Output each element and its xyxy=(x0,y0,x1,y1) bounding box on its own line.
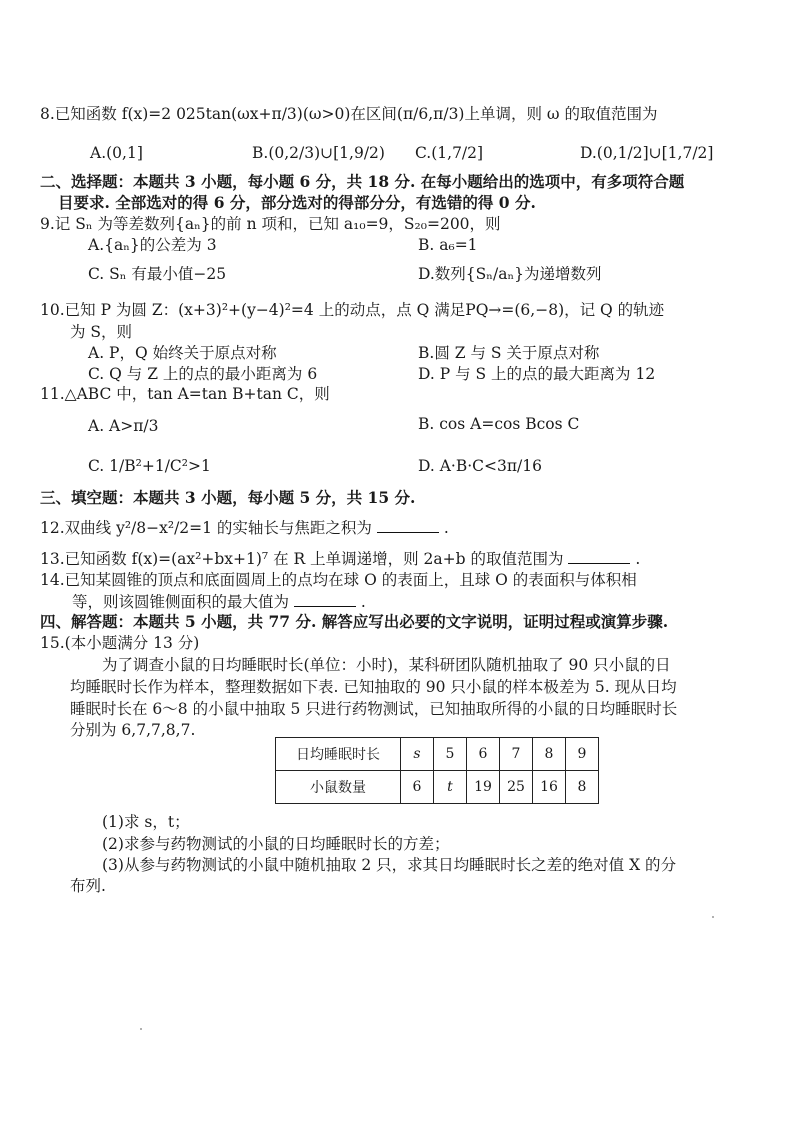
q15-paragraph-line1: 为了调查小鼠的日均睡眠时长(单位：小时)，某科研团队随机抽取了 90 只小鼠的日 xyxy=(102,656,671,674)
q15-paragraph-line3: 睡眠时长在 6～8 的小鼠中抽取 5 只进行药物测试，已知抽取所得的小鼠的日均睡眠时长 xyxy=(70,700,678,718)
table-cell: 5 xyxy=(434,738,467,771)
scan-speck xyxy=(140,1028,142,1030)
section3-heading: 三、填空题：本题共 3 小题，每小题 5 分，共 15 分. xyxy=(40,488,416,507)
q9-option-d: D.数列{Sₙ/aₙ}为递增数列 xyxy=(418,265,602,283)
q9-option-b: B. a₆=1 xyxy=(418,236,478,254)
q12-stem xyxy=(40,518,449,538)
table-cell: s xyxy=(401,738,434,771)
q15-subquestion-2: (2)求参与药物测试的小鼠的日均睡眠时长的方差； xyxy=(102,835,450,853)
table-cell: 8 xyxy=(566,771,599,804)
table-cell: 16 xyxy=(533,771,566,804)
q12-period: . xyxy=(443,519,449,537)
table-cell: 19 xyxy=(467,771,500,804)
q14-period: . xyxy=(360,593,366,611)
table-cell: 6 xyxy=(467,738,500,771)
table-cell: 8 xyxy=(533,738,566,771)
table-header-mouse-count: 小鼠数量 xyxy=(276,771,401,804)
q8-option-c: C.(1,7/2] xyxy=(415,144,484,162)
q9-option-a: A.{aₙ}的公差为 3 xyxy=(88,236,217,254)
q11-option-c: C. 1/B²+1/C²>1 xyxy=(88,457,211,475)
q14-text: 等，则该圆锥侧面积的最大值为 xyxy=(72,593,290,611)
section2-heading-line2: 目要求. 全部选对的得 6 分，部分选对的得部分分，有选错的得 0 分. xyxy=(58,193,536,212)
q11-stem: 11.△ABC 中，tan A=tan B+tan C，则 xyxy=(40,385,330,403)
q10-option-d: D. P 与 S 上的点的最大距离为 12 xyxy=(418,365,656,383)
q13-answer-blank[interactable] xyxy=(568,549,630,564)
q8-option-a: A.(0,1] xyxy=(90,144,143,162)
sleep-data-table xyxy=(275,737,599,804)
q10-option-a: A. P，Q 始终关于原点对称 xyxy=(88,344,277,362)
table-cell: 6 xyxy=(401,771,434,804)
q11-option-a: A. A>π/3 xyxy=(88,417,159,435)
q10-stem-line1: 10.已知 P 为圆 Z：(x+3)²+(y−4)²=4 上的动点，点 Q 满足PQ→=(6,−8)，记 Q 的轨迹 xyxy=(40,301,665,319)
q14-answer-blank[interactable] xyxy=(294,592,356,607)
q13-period: . xyxy=(635,550,641,568)
q8-stem: 8.已知函数 f(x)=2 025tan(ωx+π/3)(ω>0)在区间(π/6,π/3)上单调，则 ω 的取值范围为 xyxy=(40,105,658,123)
section2-heading-line1: 二、选择题：本题共 3 小题，每小题 6 分，共 18 分. 在每小题给出的选项中，有多项符合题 xyxy=(40,172,685,191)
q13-stem xyxy=(40,549,640,569)
table-header-sleep-hours: 日均睡眠时长 xyxy=(276,738,401,771)
section4-heading: 四、解答题：本题共 5 小题，共 77 分. 解答应写出必要的文字说明，证明过程或演算步骤. xyxy=(40,612,669,631)
q15-paragraph-line2: 均睡眠时长作为样本，整理数据如下表. 已知抽取的 90 只小鼠的样本极差为 5. 现从日均 xyxy=(70,678,677,696)
q15-title: 15.(本小题满分 13 分) xyxy=(40,634,200,652)
table-cell: 25 xyxy=(500,771,533,804)
q12-answer-blank[interactable] xyxy=(377,518,439,533)
q11-option-d: D. A·B·C<3π/16 xyxy=(418,457,543,475)
table-row xyxy=(276,738,599,771)
q12-text: 12.双曲线 y²/8−x²/2=1 的实轴长与焦距之积为 xyxy=(40,519,372,537)
table-cell: 7 xyxy=(500,738,533,771)
q8-option-b: B.(0,2/3)∪[1,9/2) xyxy=(252,144,385,162)
q10-stem-line2: 为 S，则 xyxy=(70,323,133,341)
q15-subquestion-3-line2: 布列. xyxy=(70,877,106,895)
q10-option-b: B.圆 Z 与 S 关于原点对称 xyxy=(418,344,600,362)
table-row xyxy=(276,771,599,804)
q9-option-c: C. Sₙ 有最小值−25 xyxy=(88,265,227,283)
q15-subquestion-3-line1: (3)从参与药物测试的小鼠中随机抽取 2 只，求其日均睡眠时长之差的绝对值 X 的分 xyxy=(102,856,677,874)
q15-paragraph-line4: 分别为 6,7,7,8,7. xyxy=(70,721,196,739)
q10-option-c: C. Q 与 Z 上的点的最小距离为 6 xyxy=(88,365,318,383)
table-cell: t xyxy=(434,771,467,804)
q11-option-b: B. cos A=cos Bcos C xyxy=(418,415,580,433)
q9-stem: 9.记 Sₙ 为等差数列{aₙ}的前 n 项和，已知 a₁₀=9，S₂₀=200，则 xyxy=(40,215,501,233)
q14-stem-line1: 14.已知某圆锥的顶点和底面圆周上的点均在球 O 的表面上，且球 O 的表面积与体积相 xyxy=(40,571,637,589)
scan-speck xyxy=(712,916,714,918)
q8-option-d: D.(0,1/2]∪[1,7/2] xyxy=(580,144,714,162)
q13-text: 13.已知函数 f(x)=(ax²+bx+1)⁷ 在 R 上单调递增，则 2a+b 的取值范围为 xyxy=(40,550,564,568)
q14-stem-line2 xyxy=(72,592,366,612)
q15-subquestion-1: (1)求 s，t； xyxy=(102,813,190,831)
table-cell: 9 xyxy=(566,738,599,771)
